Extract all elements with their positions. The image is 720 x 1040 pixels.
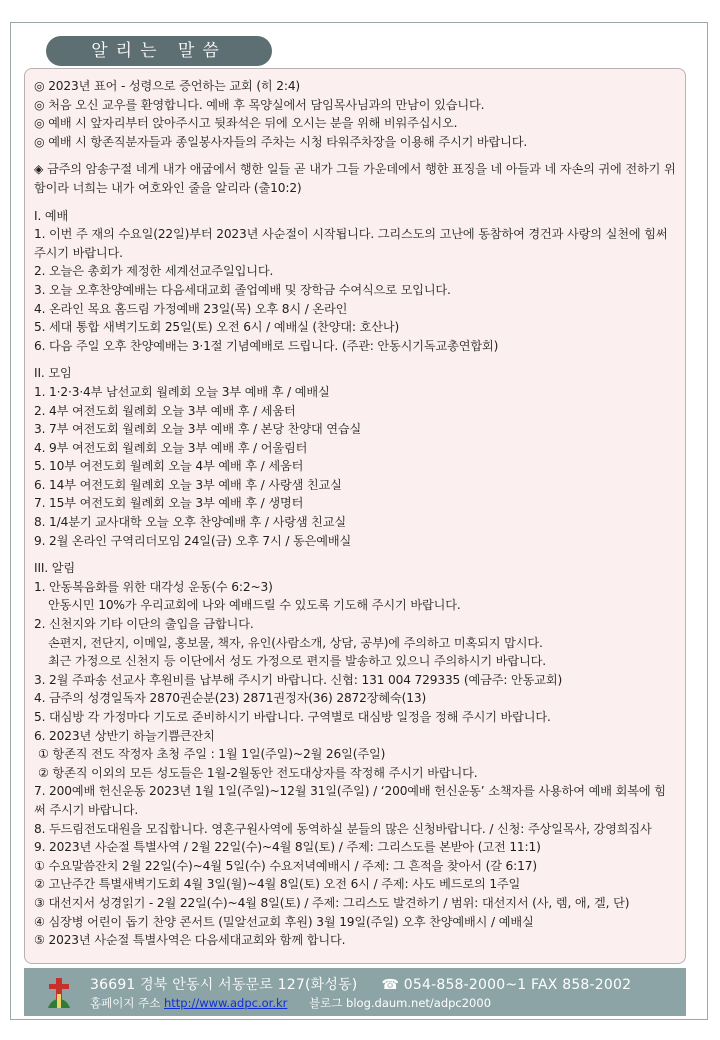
- list-item: 3. 7부 여전도회 월례회 오늘 3부 예배 후 / 본당 찬양대 연습실: [34, 422, 362, 437]
- notice-line: ◎ 예배 시 앞자리부터 앉아주시고 뒷좌석은 뒤에 오시는 분을 위해 비워주십시오.: [34, 116, 458, 131]
- list-item: 6. 다음 주일 오후 찬양예배는 3·1절 기념예배로 드립니다. (주관: 안동시기독교총연합회): [34, 338, 499, 353]
- list-item: 5. 세대 통합 새벽기도회 25일(토) 오전 6시 / 예배실 (찬양대: 호산나): [34, 320, 400, 335]
- list-subitem: ④ 심장병 어린이 돕기 찬양 콘서트 (밀알선교회 후원) 3월 19일(주일) 오후 찬양예배시 / 예배실: [34, 914, 534, 929]
- list-subitem: 손편지, 전단지, 이메일, 홍보물, 책자, 유인(사람소개, 상담, 공부)에 주의하고 미혹되지 맙시다.: [48, 635, 543, 650]
- list-item: 7. 200예배 헌신운동 2023년 1월 1일(주일)~12월 31일(주일) / ‘200예배 헌신운동’ 소책자를 사용하여 예배 회복에 힘써 주시기 바랍니다.: [34, 784, 666, 817]
- notice-line: ◎ 처음 오신 교우를 환영합니다. 예배 후 목양실에서 담임목사님과의 만남이 있습니다.: [34, 97, 485, 112]
- church-cross-logo-icon: [46, 976, 72, 1010]
- list-subitem: ⑤ 2023년 사순절 특별사역은 다음세대교회와 함께 합니다.: [34, 933, 346, 948]
- list-item: 9. 2023년 사순절 특별사역 / 2월 22일(수)~4월 8일(토) / 주제: 그리스도를 본받아 (고전 11:1): [34, 840, 541, 855]
- list-item: 3. 오늘 오후찬양예배는 다음세대교회 졸업예배 및 장학금 수여식으로 모입니다.: [34, 282, 451, 297]
- section-heading-meetings: II. 모임: [34, 366, 72, 381]
- memory-verse: ◈ 금주의 암송구절 네게 내가 애굽에서 행한 일들 곧 내가 그들 가운데에서 행한 표징을 네 아들과 네 자손의 귀에 전하기 위함이라 너희는 내가 여호와인 줄을 알리라 (출10:2): [34, 162, 676, 195]
- list-item: 1. 이번 주 재의 수요일(22일)부터 2023년 사순절이 시작됩니다. 그리스도의 고난에 동참하여 경건과 사랑의 실천에 힘써 주시기 바랍니다.: [34, 227, 668, 260]
- list-item: 6. 14부 여전도회 월례회 오늘 3부 예배 후 / 사랑샘 친교실: [34, 477, 342, 492]
- list-item: 9. 2월 온라인 구역리더모임 24일(금) 오후 7시 / 동은예배실: [34, 533, 352, 548]
- footer-web-line: [90, 995, 491, 1011]
- list-item: 7. 15부 여전도회 월례회 오늘 3부 예배 후 / 생명터: [34, 496, 304, 511]
- list-item: 1. 1·2·3·4부 남선교회 월례회 오늘 3부 예배 후 / 예배실: [34, 384, 330, 399]
- list-subitem: ① 항존직 전도 작정자 초청 주일 : 1월 1일(주일)~2월 26일(주일): [38, 747, 386, 762]
- list-item: 5. 대심방 각 가정마다 기도로 준비하시기 바랍니다. 구역별로 대심방 일정을 정해 주시기 바랍니다.: [34, 710, 551, 724]
- list-item: 5. 10부 여전도회 월례회 오늘 4부 예배 후 / 세움터: [34, 459, 304, 474]
- list-subitem: 최근 가정으로 신천지 등 이단에서 성도 가정으로 편지를 발송하고 있으니 주의하시기 바랍니다.: [48, 654, 546, 669]
- list-item: 6. 2023년 상반기 하늘기쁨큰잔치: [34, 728, 215, 743]
- list-item: 8. 두드림전도대원을 모집합니다. 영혼구원사역에 동역하실 분들의 많은 신청바랍니다. / 신청: 주상일목사, 강영희집사: [34, 821, 652, 836]
- list-subitem: ① 수요말씀잔치 2월 22일(수)~4월 5일(수) 수요저녁예배시 / 주제: 그 흔적을 찾아서 (갈 6:17): [34, 858, 537, 873]
- footer: [24, 968, 686, 1016]
- list-subitem: ② 고난주간 특별새벽기도회 4월 3일(월)~4월 8일(토) 오전 6시 / 주제: 사도 베드로의 1주일: [34, 877, 521, 892]
- list-subitem: ② 항존직 이외의 모든 성도들은 1월-2월동안 전도대상자를 작정해 주시기 바랍니다.: [38, 765, 478, 780]
- list-item: 2. 4부 여전도회 월례회 오늘 3부 예배 후 / 세움터: [34, 403, 296, 418]
- section-heading-worship: I. 예배: [34, 208, 69, 223]
- list-item: 4. 온라인 목요 홈드림 가정예배 23일(목) 오후 8시 / 온라인: [34, 301, 348, 316]
- section-heading-announcements: III. 알림: [34, 561, 76, 576]
- list-item: 4. 9부 여전도회 월례회 오늘 3부 예배 후 / 어울림터: [34, 440, 308, 455]
- homepage-label: 홈페이지 주소: [90, 996, 161, 1010]
- notice-line: ◎ 예배 시 항존직분자들과 종일봉사자들의 주차는 시청 타워주차장을 이용해 주시기 바랍니다.: [34, 134, 528, 149]
- church-phone: ☎ 054-858-2000~1 FAX 858-2002: [381, 977, 632, 993]
- list-item: 8. 1/4분기 교사대학 오늘 오후 찬양예배 후 / 사랑샘 친교실: [34, 515, 347, 530]
- notice-line: ◎ 2023년 표어 - 성령으로 증언하는 교회 (히 2:4): [34, 79, 301, 93]
- list-subitem: ③ 대선지서 성경읽기 - 2월 22일(수)~4월 8일(토) / 주제: 그리스도 발견하기 / 범위: 대선지서 (사, 렘, 애, 겔, 단): [34, 895, 630, 910]
- list-subitem: 안동시민 10%가 우리교회에 나와 예배드릴 수 있도록 기도해 주시기 바랍니다.: [48, 598, 461, 613]
- list-item: 2. 오늘은 총회가 제정한 세계선교주일입니다.: [34, 264, 274, 279]
- list-item: 3. 2월 주파송 선교사 후원비를 납부해 주시기 바랍니다. 신협: 131 004 729335 (예금주: 안동교회): [34, 672, 563, 687]
- church-address: 36691 경북 안동시 서동문로 127(화성동): [90, 977, 358, 993]
- list-item: 2. 신천지와 기타 이단의 출입을 금합니다.: [34, 617, 254, 632]
- blog-address: 블로그 blog.daum.net/adpc2000: [309, 996, 492, 1010]
- page-title: 알리는 말씀: [46, 36, 272, 66]
- list-item: 1. 안동복음화를 위한 대각성 운동(수 6:2~3): [34, 579, 273, 594]
- announcement-box: [24, 68, 686, 964]
- homepage-link[interactable]: http://www.adpc.or.kr: [163, 996, 288, 1010]
- footer-address-line: [90, 974, 631, 994]
- list-item: 4. 금주의 성경일독자 2870권순분(23) 2871권정자(36) 2872장혜숙(13): [34, 691, 427, 706]
